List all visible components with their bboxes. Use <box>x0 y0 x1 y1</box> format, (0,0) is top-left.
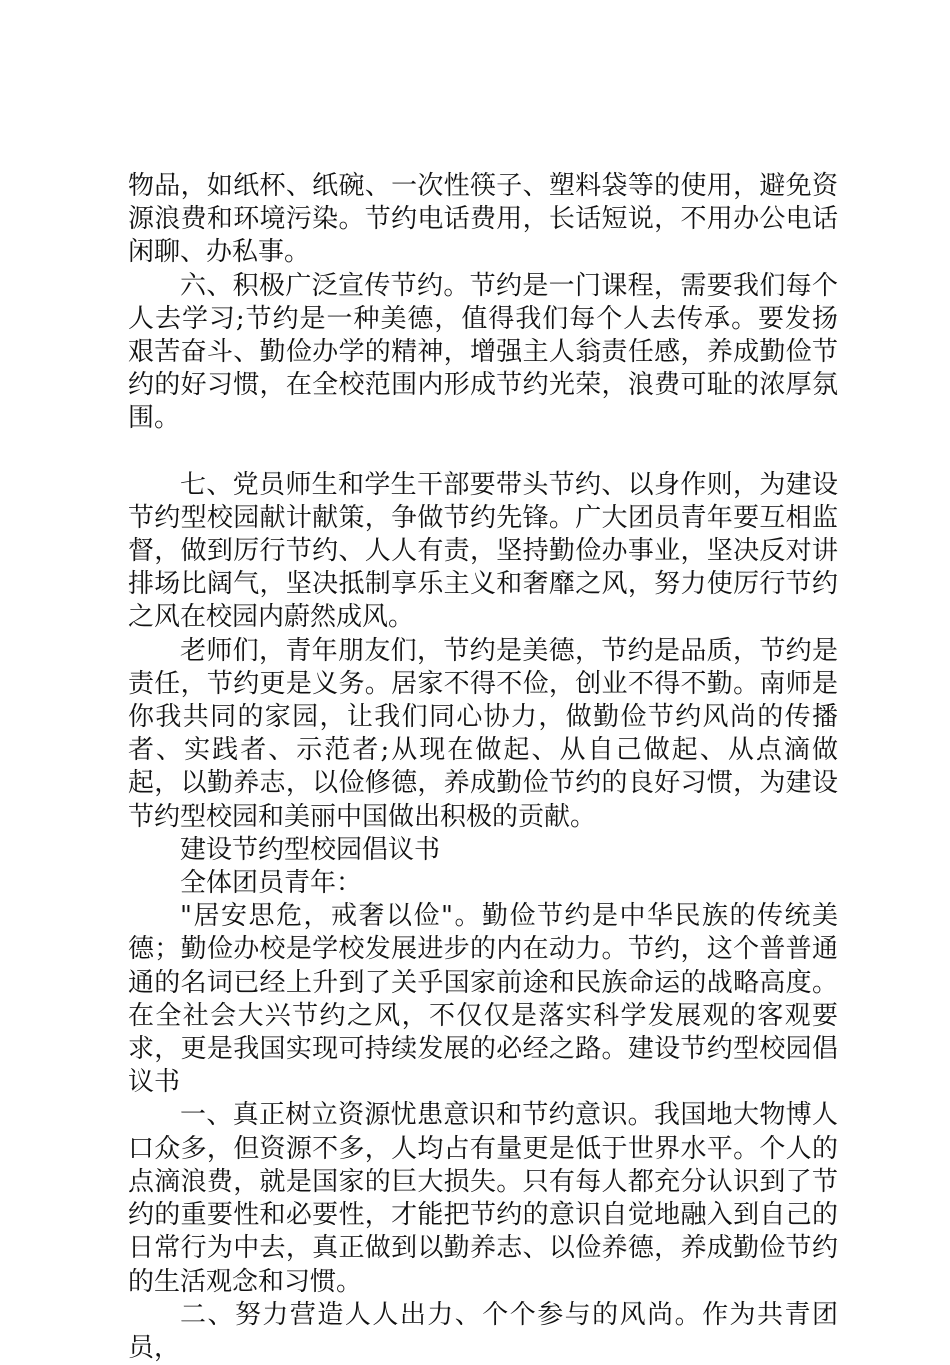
paragraph-intro: "居安思危，戒奢以俭"。勤俭节约是中华民族的传统美德；勤俭办校是学校发展进步的内在动力。节约，这个普普通通的名词已经上升到了关乎国家前途和民族命运的战略高度。在全社会大兴节约之风，不仅仅是落实科学发展观的客观要求，更是我国实现可持续发展的必经之路。建设节约型校园倡议书 <box>128 901 838 1098</box>
paragraph-closing: 老师们，青年朋友们，节约是美德，节约是品质，节约是责任，节约更是义务。居家不得不俭，创业不得不勤。南师是你我共同的家园，让我们同心协力，做勤俭节约风尚的传播者、实践者、示范者;从现在做起、从自己做起、从点滴做起，以勤养志，以俭修德，养成勤俭节约的良好习惯，为建设节约型校园和美丽中国做出积极的贡献。 <box>128 635 838 832</box>
paragraph-item-six: 六、积极广泛宣传节约。节约是一门课程，需要我们每个人去学习;节约是一种美德，值得我们每个人去传承。要发扬艰苦奋斗、勤俭办学的精神，增强主人翁责任感，养成勤俭节约的好习惯，在全校范围内形成节约光荣，浪费可耻的浓厚氛围。 <box>128 270 838 434</box>
paragraph-item-one: 一、真正树立资源忧患意识和节约意识。我国地大物博人口众多，但资源不多，人均占有量更是低于世界水平。个人的点滴浪费，就是国家的巨大损失。只有每人都充分认识到了节约的重要性和必要性，才能把节约的意识自觉地融入到自己的日常行为中去，真正做到以勤养志、以俭养德，养成勤俭节约的生活观念和习惯。 <box>128 1100 838 1297</box>
paragraph-item-seven: 七、党员师生和学生干部要带头节约、以身作则，为建设节约型校园献计献策，争做节约先锋。广大团员青年要互相监督，做到厉行节约、人人有责，坚持勤俭办事业，坚决反对讲排场比阔气，坚决抵制享乐主义和奢靡之风，努力使厉行节约之风在校园内蔚然成风。 <box>128 469 838 633</box>
paragraph-continuation: 物品，如纸杯、纸碗、一次性筷子、塑料袋等的使用，避免资源浪费和环境污染。节约电话费用，长话短说，不用办公电话闲聊、办私事。 <box>128 171 838 268</box>
document-body <box>128 170 838 1365</box>
document-title: 建设节约型校园倡议书 <box>180 834 441 865</box>
salutation: 全体团员青年： <box>180 868 363 899</box>
paragraph-item-two: 二、努力营造人人出力、个个参与的风尚。作为共青团员， <box>128 1299 838 1363</box>
